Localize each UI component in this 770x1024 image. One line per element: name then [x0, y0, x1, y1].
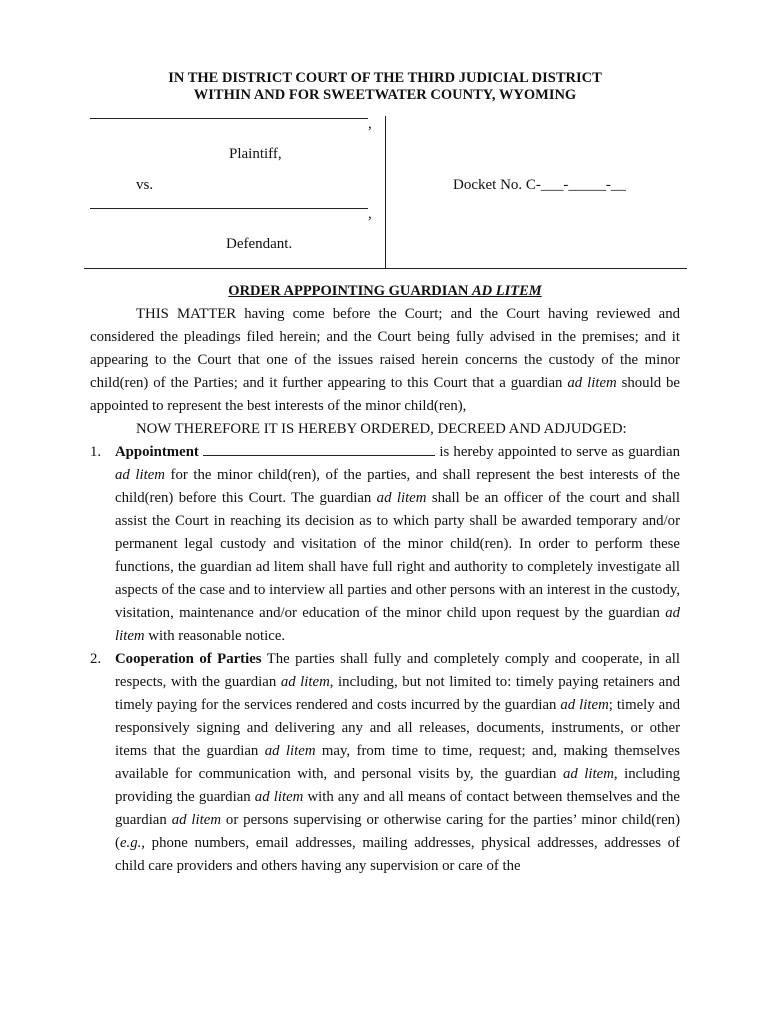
recital-italic: ad litem — [567, 375, 617, 391]
plaintiff-label: Plaintiff, — [229, 146, 282, 162]
item-text: is hereby appointed to serve as guardian — [435, 444, 680, 460]
item-number: 1. — [90, 444, 102, 460]
item-text: , including, but not limited to: timely paying retainers and timely paying for the services rendered and costs incurred by the guardian — [115, 674, 680, 713]
item-italic: ad litem — [115, 605, 680, 644]
guardian-name-blank — [203, 443, 435, 456]
item-text: with reasonable notice. — [144, 628, 286, 644]
docket-number: Docket No. C-___-_____-__ — [453, 177, 626, 193]
item-italic: ad litem — [376, 490, 427, 506]
caption-horizontal-divider — [84, 268, 687, 269]
item-text: with any and all means of contact between themselves and the guardian — [115, 789, 680, 828]
item-text: ; timely and responsively signing and delivering any and all releases, documents, instruments, or other items that the guardian — [115, 697, 680, 759]
item-italic: ad litem — [254, 789, 304, 805]
item-heading: Appointment — [115, 444, 199, 460]
item-text: for the minor child(ren), of the parties, and shall represent the best interests of the child(ren) before this Court. The guardian — [115, 467, 680, 506]
item-text: shall be an officer of the court and shall assist the Court in reaching its decision as to which party shall be awarded temporary and/or permanent legal custody and visitation of the minor child(ren). In order to perform these functions, the guardian ad litem shall have full right and authority to completely investigate all aspects of the case and to interview all parties and other persons with an interest in the custody, visitation, maintenance and/or education of the minor child upon request by the guardian — [115, 490, 680, 621]
order-body — [90, 303, 680, 878]
item-number: 2. — [90, 651, 102, 667]
recital-text: THIS MATTER having come before the Court; and the Court having reviewed and considered the pleadings filed herein; and the Court being fully advised in the premises; and it appearing to the Court that one of the issues raised herein concerns the custody of the minor child(ren) of the Parties; and it further appearing to this Court that a guardian — [90, 306, 680, 391]
order-title-italic: AD LITEM — [472, 283, 542, 299]
ordered-clause: NOW THEREFORE IT IS HEREBY ORDERED, DECREED AND ADJUDGED: — [136, 421, 627, 437]
vs-label: vs. — [136, 177, 154, 193]
item-text: or persons supervising or otherwise caring for the parties’ minor child(ren) ( — [115, 812, 681, 851]
item-italic: ad litem — [560, 697, 609, 713]
item-heading: Cooperation of Parties — [115, 651, 262, 667]
plaintiff-comma: , — [368, 116, 372, 132]
item-appointment — [90, 441, 680, 648]
court-header-line2: WITHIN AND FOR SWEETWATER COUNTY, WYOMING — [193, 87, 577, 103]
court-header — [0, 70, 770, 104]
recital-paragraph — [90, 303, 680, 418]
plaintiff-name-line — [90, 118, 368, 119]
order-title — [0, 283, 770, 300]
item-italic: ad litem — [280, 674, 330, 690]
item-italic: ad litem — [264, 743, 316, 759]
defendant-comma: , — [368, 206, 372, 222]
defendant-label: Defendant. — [226, 236, 293, 252]
item-cooperation — [90, 648, 680, 878]
item-text: , including providing the guardian — [115, 766, 680, 805]
item-text: phone numbers, email addresses, mailing addresses, physical addresses, addresses of child care providers and others having any supervision or care of the — [115, 835, 680, 874]
item-italic: ad litem — [562, 766, 614, 782]
recital-text: should be appointed to represent the best interests of the minor child(ren), — [90, 375, 680, 414]
caption-vertical-divider — [385, 116, 386, 268]
item-italic: ad litem — [171, 812, 222, 828]
defendant-name-line — [90, 208, 368, 209]
item-text: The parties shall fully and completely comply and cooperate, in all respects, with the guardian — [115, 651, 680, 690]
order-title-text: ORDER APPPOINTING GUARDIAN — [228, 283, 472, 299]
item-italic: e.g., — [119, 835, 146, 851]
court-header-line1: IN THE DISTRICT COURT OF THE THIRD JUDICIAL DISTRICT — [168, 70, 602, 86]
item-italic: ad litem — [115, 467, 165, 483]
item-text: may, from time to time, request; and, making themselves available for communication with, and personal visits by, the guardian — [115, 743, 680, 782]
